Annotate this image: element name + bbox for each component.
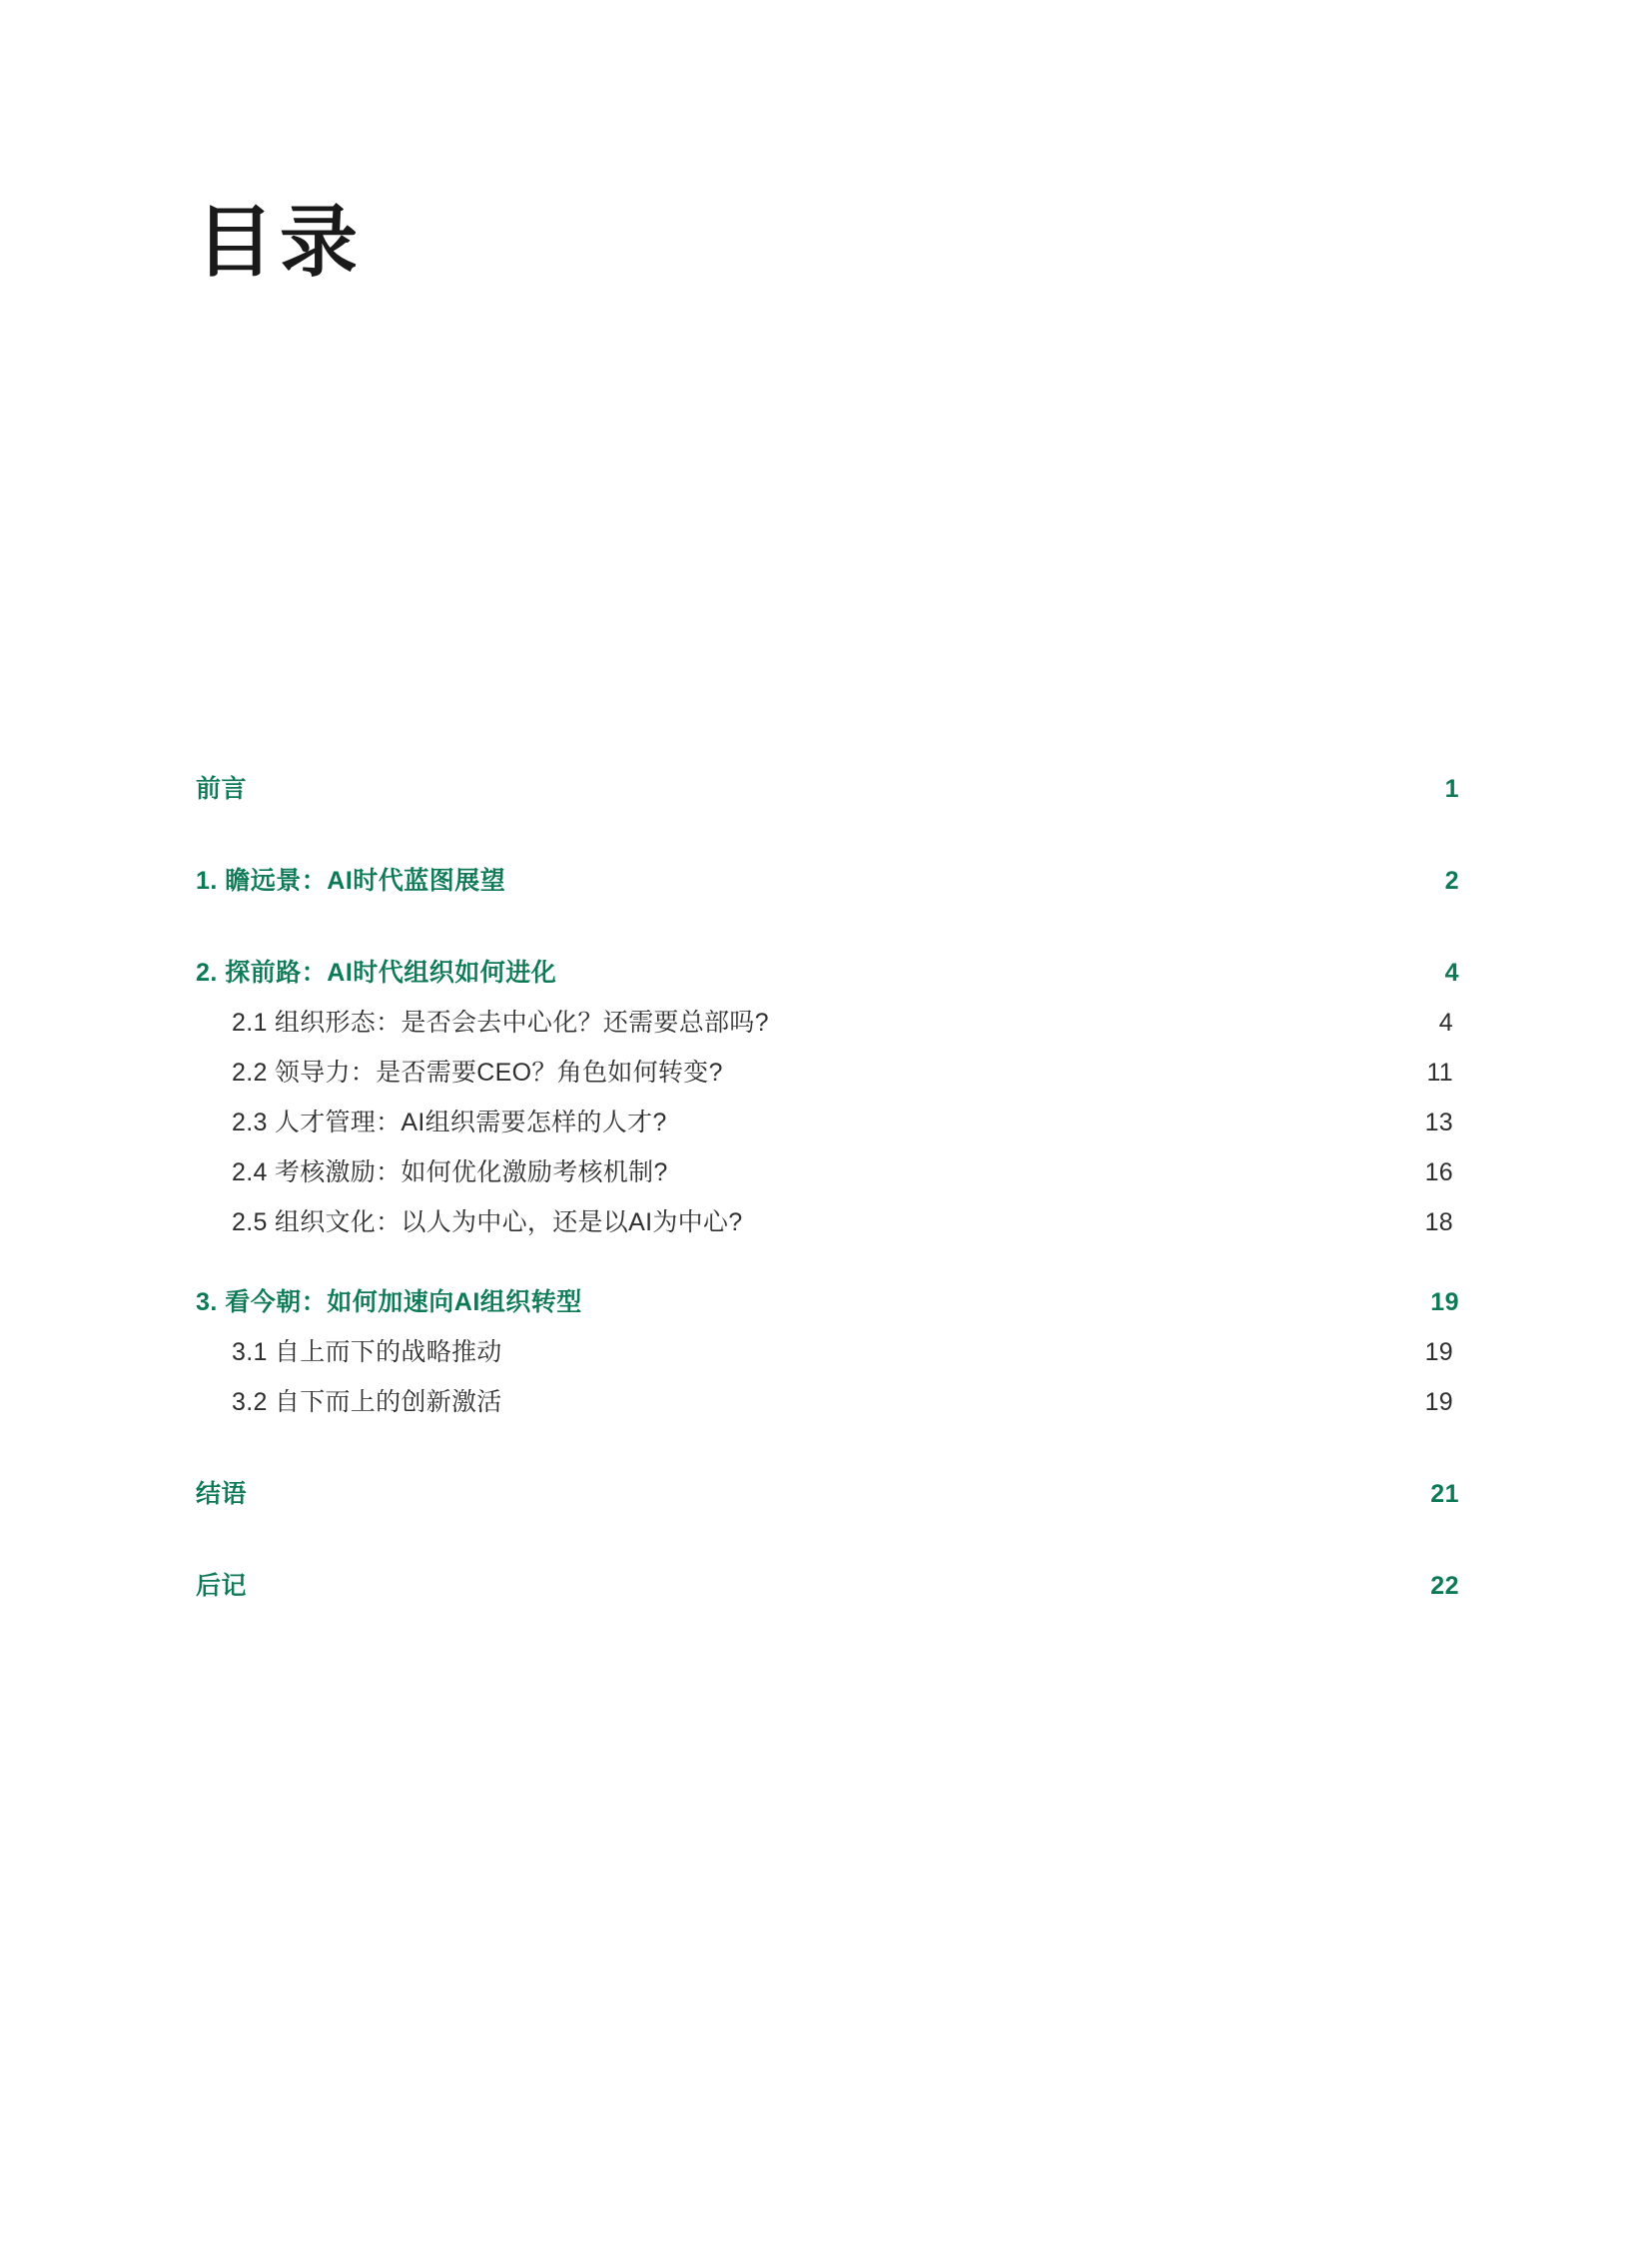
spacer <box>196 897 1459 953</box>
spacer <box>196 805 1459 861</box>
spacer <box>196 1238 1459 1282</box>
toc-entry-label: 1. 瞻远景：AI时代蓝图展望 <box>196 867 506 895</box>
toc-entry-page: 4 <box>1438 1009 1453 1037</box>
spacer <box>196 1039 1459 1053</box>
spacer <box>196 1418 1459 1474</box>
table-of-contents <box>196 769 1459 1602</box>
toc-entry-page: 2 <box>1444 867 1459 895</box>
toc-entry-label: 2.5 组织文化：以人为中心，还是以AI为中心? <box>232 1208 743 1236</box>
toc-entry-page: 19 <box>1424 1338 1453 1366</box>
toc-entry-label: 2.2 领导力：是否需要CEO？角色如何转变? <box>232 1059 723 1087</box>
toc-entry-label: 前言 <box>196 775 248 803</box>
toc-entry-section-3-1[interactable] <box>196 1332 1459 1368</box>
toc-entry-label: 3.1 自上而下的战略推动 <box>232 1338 502 1366</box>
toc-entry-label: 2.3 人才管理：AI组织需要怎样的人才? <box>232 1109 667 1136</box>
toc-entry-page: 4 <box>1444 959 1459 987</box>
toc-entry-page: 22 <box>1430 1572 1459 1600</box>
toc-entry-label: 结语 <box>196 1480 248 1508</box>
toc-entry-section-2-5[interactable] <box>196 1202 1459 1238</box>
toc-entry-section-2-1[interactable] <box>196 1003 1459 1039</box>
toc-entry-label: 3. 看今朝：如何加速向AI组织转型 <box>196 1288 582 1316</box>
spacer <box>196 1368 1459 1382</box>
toc-entry-page: 18 <box>1424 1208 1453 1236</box>
page-title: 目录 <box>196 199 365 287</box>
spacer <box>196 1318 1459 1332</box>
toc-entry-label: 2. 探前路：AI时代组织如何进化 <box>196 959 557 987</box>
toc-entry-page: 16 <box>1424 1158 1453 1186</box>
toc-entry-section-3-2[interactable] <box>196 1382 1459 1418</box>
toc-entry-page: 21 <box>1430 1480 1459 1508</box>
toc-entry-afterword[interactable] <box>196 1566 1459 1602</box>
toc-entry-page: 1 <box>1444 775 1459 803</box>
toc-entry-preface[interactable] <box>196 769 1459 805</box>
toc-entry-label: 2.1 组织形态：是否会去中心化？还需要总部吗? <box>232 1009 769 1037</box>
toc-entry-section-2-3[interactable] <box>196 1103 1459 1138</box>
spacer <box>196 1510 1459 1566</box>
toc-entry-section-2-4[interactable] <box>196 1152 1459 1188</box>
spacer <box>196 1089 1459 1103</box>
toc-entry-page: 11 <box>1426 1059 1453 1087</box>
toc-entry-page: 19 <box>1424 1388 1453 1416</box>
toc-entry-chapter-2[interactable] <box>196 953 1459 989</box>
toc-entry-conclusion[interactable] <box>196 1474 1459 1510</box>
toc-entry-chapter-3[interactable] <box>196 1282 1459 1318</box>
spacer <box>196 1138 1459 1152</box>
toc-entry-label: 后记 <box>196 1572 248 1600</box>
toc-entry-section-2-2[interactable] <box>196 1053 1459 1089</box>
toc-entry-label: 2.4 考核激励：如何优化激励考核机制? <box>232 1158 668 1186</box>
toc-entry-page: 19 <box>1430 1288 1459 1316</box>
toc-entry-label: 3.2 自下而上的创新激活 <box>232 1388 502 1416</box>
spacer <box>196 989 1459 1003</box>
spacer <box>196 1188 1459 1202</box>
toc-entry-page: 13 <box>1424 1109 1453 1136</box>
toc-entry-chapter-1[interactable] <box>196 861 1459 897</box>
